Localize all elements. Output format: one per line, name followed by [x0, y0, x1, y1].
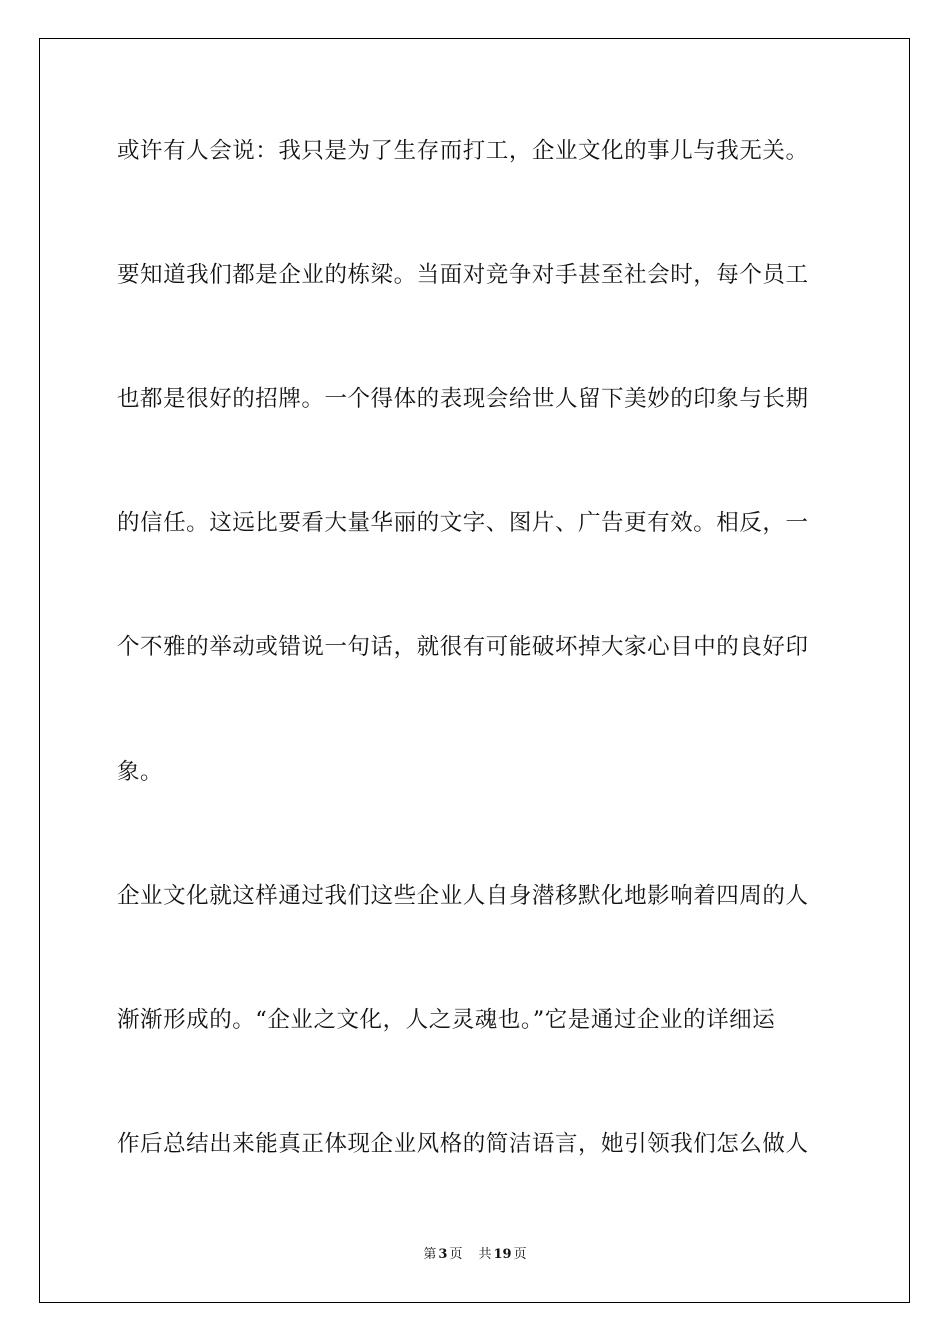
- page-border: [39, 38, 910, 1303]
- text-line-7: 企业文化就这样通过我们这些企业人自身潜移默化地影响着四周的人: [117, 883, 809, 909]
- total-prefix: 共: [478, 1247, 492, 1262]
- text-line-2: 要知道我们都是企业的栋梁。当面对竞争对手甚至社会时，每个员工: [117, 262, 809, 288]
- text-line-1: 或许有人会说：我只是为了生存而打工，企业文化的事儿与我无关。: [117, 138, 809, 164]
- current-page-number: 3: [438, 1247, 448, 1262]
- page-suffix: 页: [449, 1247, 463, 1262]
- page-footer: [0, 1246, 950, 1264]
- text-line-3: 也都是很好的招牌。一个得体的表现会给世人留下美妙的印象与长期: [117, 386, 809, 412]
- page-prefix: 第: [423, 1247, 437, 1262]
- text-line-8: 渐渐形成的。“企业之文化，人之灵魂也。”它是通过企业的详细运: [117, 1007, 776, 1033]
- text-line-5: 个不雅的举动或错说一句话，就很有可能破坏掉大家心目中的良好印: [117, 634, 809, 660]
- total-page-count: 19: [493, 1247, 512, 1262]
- text-line-4: 的信任。这远比要看大量华丽的文字、图片、广告更有效。相反，一: [117, 510, 809, 536]
- text-line-6: 象。: [117, 759, 164, 785]
- text-line-9: 作后总结出来能真正体现企业风格的简洁语言，她引领我们怎么做人: [117, 1131, 809, 1157]
- total-suffix: 页: [513, 1247, 527, 1262]
